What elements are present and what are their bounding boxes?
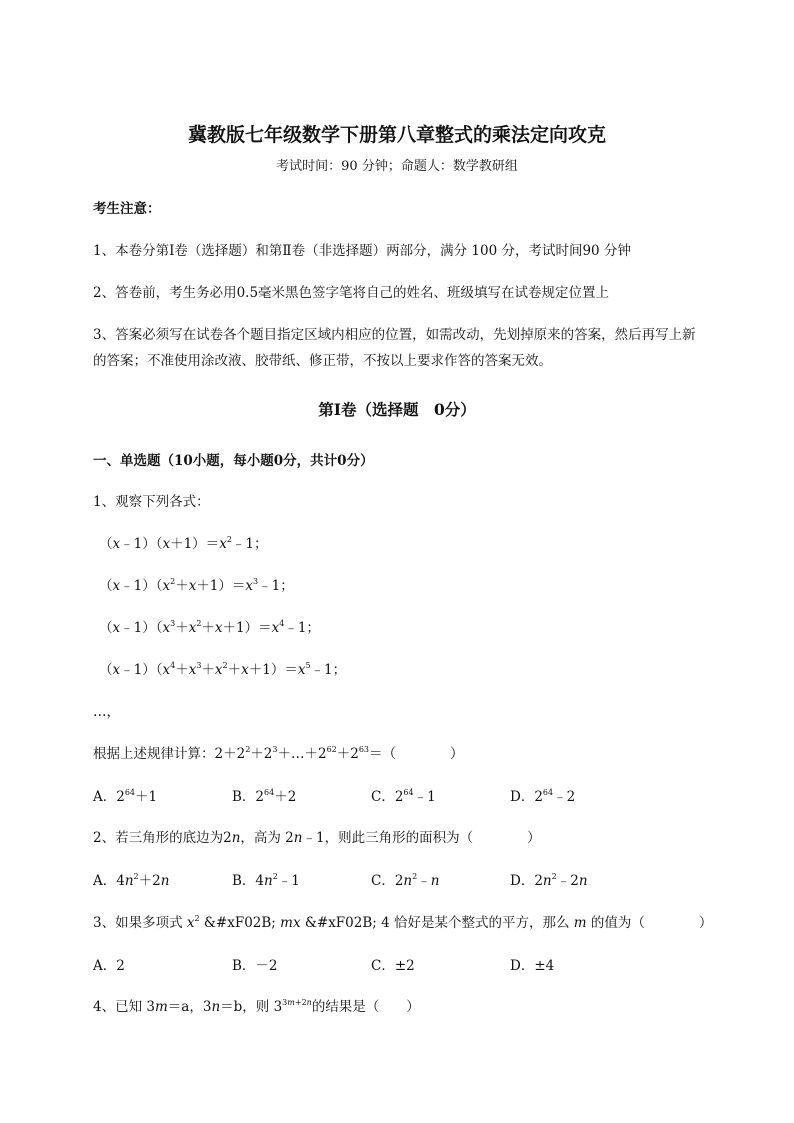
notice-item-3-line-2: 的答案；不准使用涂改液、胶带纸、修正带，不按以上要求作答的答案无效。 (93, 353, 552, 369)
q1-option-d[interactable]: D．$2^{64}﹣2$ (510, 788, 576, 805)
q3-option-d[interactable]: D．±4 (510, 958, 555, 974)
q2-option-c[interactable]: C．$2n^2﹣n$ (371, 872, 440, 889)
q3-stem: 3、如果多项式 $x^2$ &#xF02B; mx &#xF02B; 4 恰好是某个整式的平方，那么 m 的值为（ ） (93, 914, 713, 931)
q1-option-a[interactable]: A．$2^{64}+1$ (93, 788, 158, 805)
q3-option-b[interactable]: B．－2 (232, 958, 278, 974)
q1-stem: 1、观察下列各式： (93, 494, 210, 510)
q1-question: 根据上述规律计算：$2+2^2+2^3+\dots+2^{62}+2^{63}=$（ ） (93, 745, 464, 762)
q4-stem: 4、已知 3m＝a，3n＝b，则 $3^{3m+2n}$的结果是（ ） (93, 998, 420, 1015)
q1-formula-1: $(x﹣1)(x+1)=x^2﹣1$； (99, 535, 268, 552)
q2-option-b[interactable]: B．$4n^2﹣1$ (232, 872, 300, 889)
q2-option-d[interactable]: D．$2n^2﹣2n$ (510, 872, 588, 889)
section-heading: 一、单选题（10小题，每小题0分，共计0分） (93, 453, 374, 469)
q3-option-c[interactable]: C．±2 (371, 958, 415, 974)
notice-item-1: 1、本卷分第Ⅰ卷（选择题）和第Ⅱ卷（非选择题）两部分，满分 100 分，考试时间90 分钟 (93, 243, 631, 259)
part-1-title: 第Ⅰ卷（选择题 0分） (318, 400, 476, 419)
q1-formula-3: $(x﹣1)(x^3+x^2+x+1)=x^4﹣1$； (99, 619, 320, 636)
exam-subtitle: 考试时间：90 分钟；命题人：数学教研组 (276, 159, 518, 174)
q1-formula-2: $(x﹣1)(x^2+x+1)=x^3﹣1$； (99, 577, 294, 594)
page-title: 冀教版七年级数学下册第八章整式的乘法定向攻克 (187, 124, 606, 146)
q3-option-a[interactable]: A．2 (93, 958, 125, 974)
q2-stem: 2、若三角形的底边为2n，高为 2n﹣1，则此三角形的面积为（ ） (93, 830, 541, 846)
q1-option-b[interactable]: B．$2^{64}+2$ (232, 788, 297, 805)
notice-item-2: 2、答卷前，考生务必用0.5毫米黑色签字笔将自己的姓名、班级填写在试卷规定位置上 (93, 285, 610, 301)
notice-item-3-line-1: 3、答案必须写在试卷各个题目指定区域内相应的位置，如需改动，先划掉原来的答案，然后再写上新 (93, 327, 696, 343)
q1-option-c[interactable]: C．$2^{64}﹣1$ (371, 788, 436, 805)
notice-heading: 考生注意： (93, 201, 161, 217)
q1-ellipsis: …， (93, 704, 120, 720)
q2-option-a[interactable]: A．$4n^2+2n$ (93, 872, 170, 889)
q1-formula-4: $(x﹣1)(x^4+x^3+x^2+x+1)=x^5﹣1$； (99, 661, 347, 678)
